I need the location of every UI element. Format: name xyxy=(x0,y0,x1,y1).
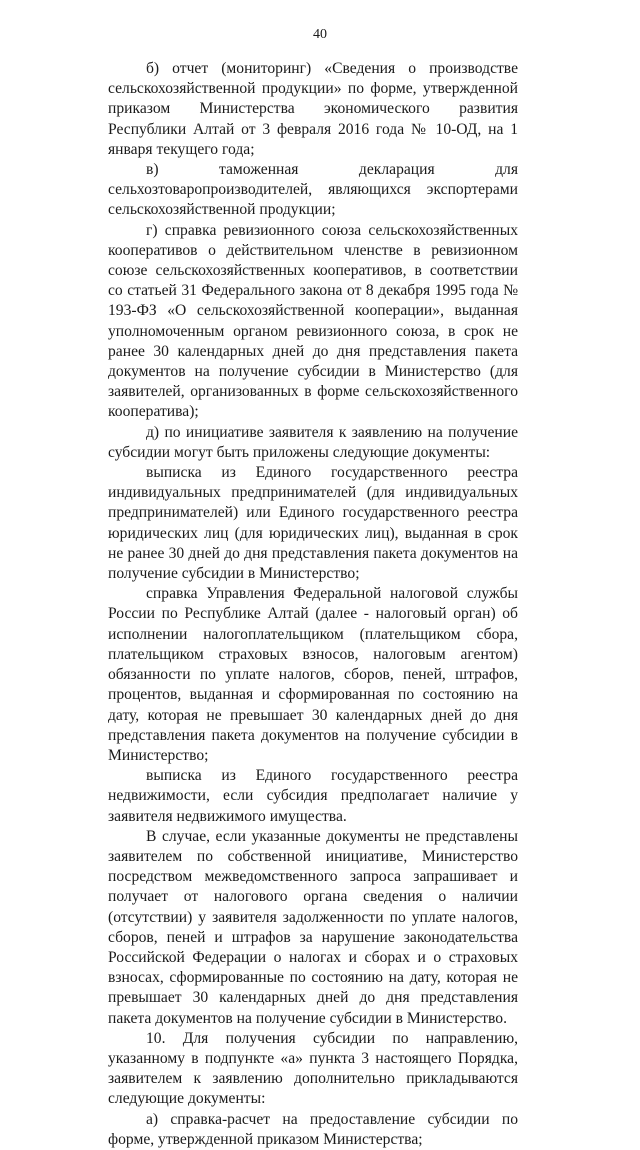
paragraph-g-audit-union-certificate: г) справка ревизионного союза сельскохозяйственных кооперативов о действительном членстве в ревизионном союзе сельскохозяйственных кооперативов, в соответствии со статьей 31 Федерального закона от 8 декабря 1995 года № 193-ФЗ «О сельскохозяйственной кооперации», выданная уполномоченным органом ревизионного союза, в срок не ранее 30 календарных дней до дня представления пакета документов на получение субсидии в Министерство (для заявителей, организованных в форме сельскохозяйственного кооператива); xyxy=(108,221,518,421)
paragraph-tax-certificate: справка Управления Федеральной налоговой службы России по Республике Алтай (далее - налоговый орган) об исполнении налогоплательщиком (плательщиком сбора, плательщиком страховых взносов, налоговым агентом) обязанности по уплате налогов, сборов, пеней, штрафов, процентов, выданная и сформированная по состоянию на дату, которая не превышает 30 календарных дней до дня представления пакета документов на получение субсидии в Министерство; xyxy=(108,585,518,764)
paragraph-d-optional-documents: д) по инициативе заявителя к заявлению на получение субсидии могут быть приложены следующие документы: xyxy=(108,423,518,461)
paragraph-b-report: б) отчет (мониторинг) «Сведения о производстве сельскохозяйственной продукции» по форме, утвержденной приказом Министерства экономического развития Республики Алтай от 3 февраля 2016 года № 10-ОД, на 1 января текущего года; xyxy=(108,60,518,158)
paragraph-v-customs-declaration: в) таможенная декларация для сельхозтоваропроизводителей, являющихся экспортерами сельскохозяйственной продукции; xyxy=(108,161,518,219)
paragraph-a-calculation-certificate: а) справка-расчет на предоставление субсидии по форме, утвержденной приказом Министерства; xyxy=(108,1110,518,1148)
paragraph-egrip-egrul-extract: выписка из Единого государственного реестра индивидуальных предпринимателей (для индивидуальных предпринимателей) или Единого государственного реестра юридических лиц (для юридических лиц), выданная в срок не ранее 30 дней до дня представления пакета документов на получение субсидии в Министерство; xyxy=(108,464,518,583)
document-body xyxy=(108,59,518,1150)
page-number: 40 xyxy=(313,27,327,42)
paragraph-egrn-extract: выписка из Единого государственного реестра недвижимости, если субсидия предполагает наличие у заявителя недвижимого имущества. xyxy=(108,767,518,825)
paragraph-10-additional-documents: 10. Для получения субсидии по направлению, указанному в подпункте «а» пункта 3 настоящего Порядка, заявителем к заявлению дополнительно прикладываются следующие документы: xyxy=(108,1029,518,1108)
paragraph-interagency-request: В случае, если указанные документы не представлены заявителем по собственной инициативе, Министерство посредством межведомственного запроса запрашивает и получает от налогового органа сведения о наличии (отсутствии) у заявителя задолженности по уплате налогов, сборов, пеней и штрафов за нарушение законодательства Российской Федерации о налогах и сборах и о страховых взносах, сформированные по состоянию на дату, которая не превышает 30 календарных дней до дня представления пакета документов на получение субсидии в Министерство. xyxy=(108,827,518,1027)
